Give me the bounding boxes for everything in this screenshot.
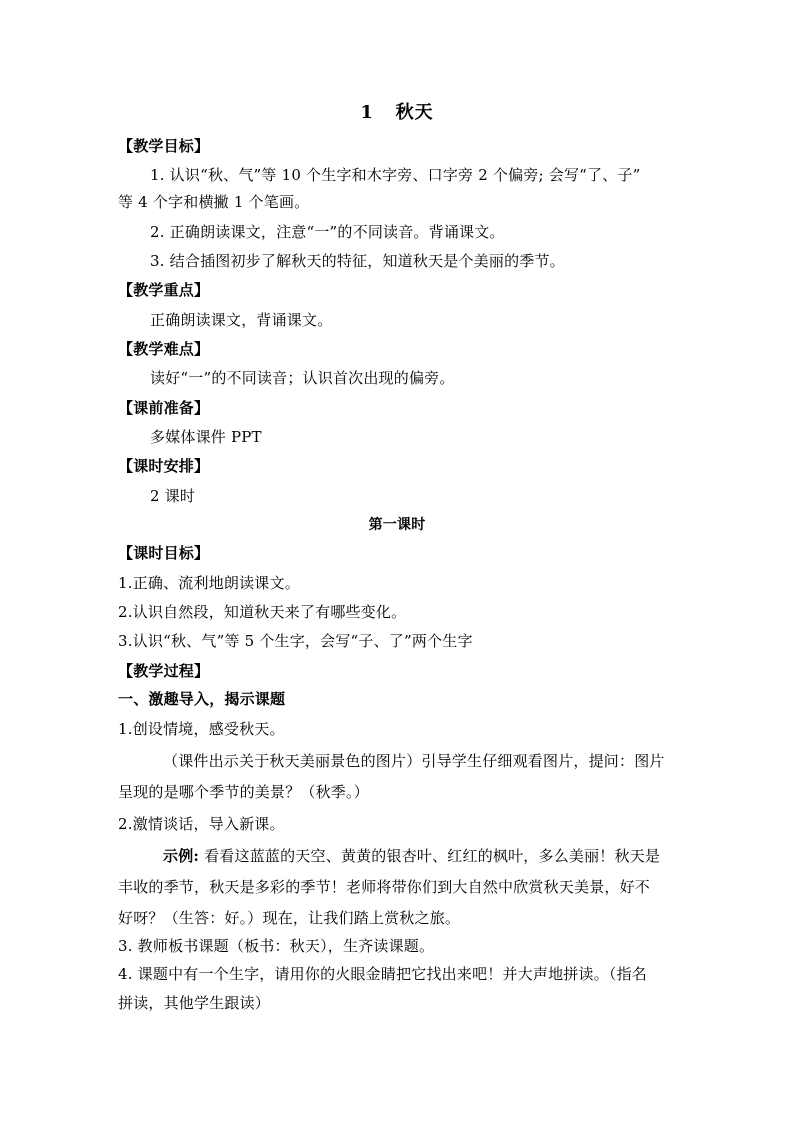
example-line1 bbox=[163, 846, 733, 866]
lesson-objective-3: 3.认识“秋、气”等 5 个生字，会写“子、了”两个生字 bbox=[118, 632, 473, 650]
step-1-heading: 一、激趣导入，揭示课题 bbox=[118, 690, 286, 708]
example-line3: 好呀？（生答：好。）现在，让我们踏上赏秋之旅。 bbox=[118, 909, 461, 927]
item-1-desc-line2: 呈现的是哪个季节的美景？（秋季。） bbox=[118, 783, 369, 801]
schedule-heading: 【课时安排】 bbox=[118, 457, 210, 475]
objective-1-line2: 等 4 个字和横撇 1 个笔画。 bbox=[118, 193, 310, 211]
item-1-desc-line1: （课件出示关于秋天美丽景色的图片）引导学生仔细观看图片，提问：图片 bbox=[163, 752, 665, 770]
item-4-line1: 4. 课题中有一个生字，请用你的火眼金睛把它找出来吧！并大声地拼读。（指名 bbox=[118, 965, 647, 983]
objective-3: 3. 结合插图初步了解秋天的特征，知道秋天是个美丽的季节。 bbox=[150, 252, 565, 270]
key-points-text: 正确朗读课文，背诵课文。 bbox=[150, 311, 333, 329]
example-label: 示例: bbox=[163, 847, 200, 865]
item-1: 1.创设情境，感受秋天。 bbox=[118, 720, 285, 738]
first-lesson-title: 第一课时 bbox=[368, 517, 426, 533]
schedule-text: 2 课时 bbox=[150, 487, 196, 505]
lesson-objective-2: 2.认识自然段，知道秋天来了有哪些变化。 bbox=[118, 603, 407, 621]
objective-1-line1: 1. 认识“秋、气”等 10 个生字和木字旁、口字旁 2 个偏旁; 会写“了、子” bbox=[150, 166, 641, 184]
process-heading: 【教学过程】 bbox=[118, 662, 210, 680]
item-3: 3. 教师板书课题（板书：秋天），生齐读课题。 bbox=[118, 937, 435, 955]
item-2: 2.激情谈话，导入新课。 bbox=[118, 815, 285, 833]
preparation-heading: 【课前准备】 bbox=[118, 399, 210, 417]
example-line2: 丰收的季节，秋天是多彩的季节！老师将带你们到大自然中欣赏秋天美景，好不 bbox=[118, 878, 651, 896]
lesson-objective-1: 1.正确、流利地朗读课文。 bbox=[118, 574, 300, 592]
example-text-1: 看看这蓝蓝的天空、黄黄的银杏叶、红红的枫叶，多么美丽！秋天是 bbox=[199, 847, 661, 865]
difficulties-text: 读好“一”的不同读音；认识首次出现的偏旁。 bbox=[150, 369, 455, 387]
difficulties-heading: 【教学难点】 bbox=[118, 340, 210, 358]
objectives-heading: 【教学目标】 bbox=[118, 137, 210, 155]
item-4-line2: 拼读，其他学生跟读） bbox=[118, 994, 271, 1012]
lesson-objectives-heading: 【课时目标】 bbox=[118, 544, 210, 562]
objective-2: 2. 正确朗读课文，注意“一”的不同读音。背诵课文。 bbox=[150, 223, 505, 241]
page-title: 1 秋天 bbox=[360, 102, 434, 123]
key-points-heading: 【教学重点】 bbox=[118, 281, 210, 299]
preparation-text: 多媒体课件 PPT bbox=[150, 428, 262, 446]
